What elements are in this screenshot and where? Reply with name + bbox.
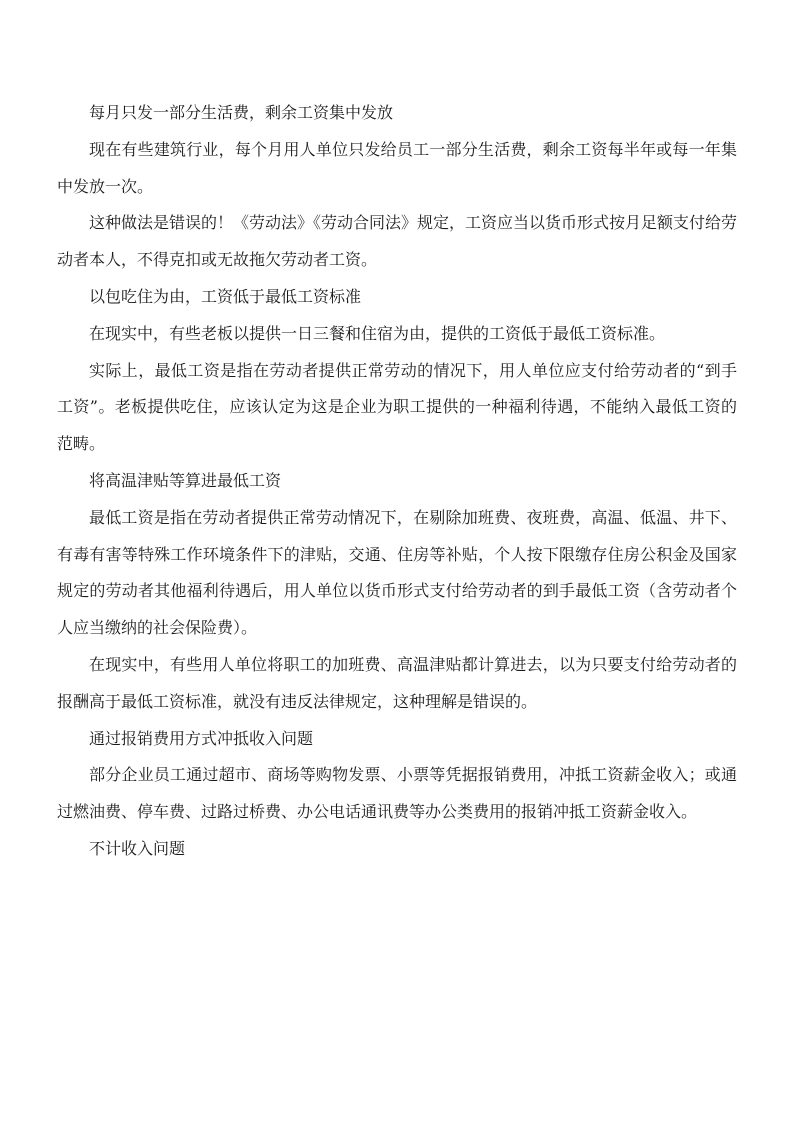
body-paragraph: 现在有些建筑行业，每个月用人单位只发给员工一部分生活费，剩余工资每半年或每一年集中发放一次。 [57,139,737,196]
document-page [57,95,737,868]
section-heading-unreported-income: 不计收入问题 [89,838,186,858]
section-heading-living-allowance: 每月只发一部分生活费，剩余工资集中发放 [89,103,394,122]
body-paragraph: 实际上，最低工资是指在劳动者提供正常劳动的情况下，用人单位应支付给劳动者的“到手工资”。老板提供吃住，应该认定为这是企业为职工提供的一种福利待遇，不能纳入最低工资的范畴。 [57,360,737,454]
body-paragraph: 这种做法是错误的！《劳动法》《劳动合同法》规定，工资应当以货币形式按月足额支付给劳动者本人，不得克扣或无故拖欠劳动者工资。 [57,213,738,270]
section-heading-room-board: 以包吃住为由，工资低于最低工资标准 [89,286,362,306]
body-paragraph: 在现实中，有些用人单位将职工的加班费、高温津贴都计算进去，以为只要支付给劳动者的报酬高于最低工资标准，就没有违反法律规定，这种理解是错误的。 [57,654,737,711]
section-heading-expense-reimbursement: 通过报销费用方式冲抵收入问题 [89,728,314,748]
body-paragraph: 最低工资是指在劳动者提供正常劳动情况下，在剔除加班费、夜班费，高温、低温、井下、有毒有害等特殊工作环境条件下的津贴，交通、住房等补贴，个人按下限缴存住房公积金及国家规定的劳动者其他福利待遇后，用人单位以货币形式支付给劳动者的到手最低工资（含劳动者个人应当缴纳的社会保险费）。 [57,507,737,638]
body-paragraph: 部分企业员工通过超市、商场等购物发票、小票等凭据报销费用，冲抵工资薪金收入；或通过燃油费、停车费、过路过桥费、办公电话通讯费等办公类费用的报销冲抵工资薪金收入。 [57,765,737,822]
section-heading-high-temp-allowance: 将高温津贴等算进最低工资 [89,470,282,490]
body-paragraph: 在现实中，有些老板以提供一日三餐和住宿为由，提供的工资低于最低工资标准。 [89,323,666,343]
